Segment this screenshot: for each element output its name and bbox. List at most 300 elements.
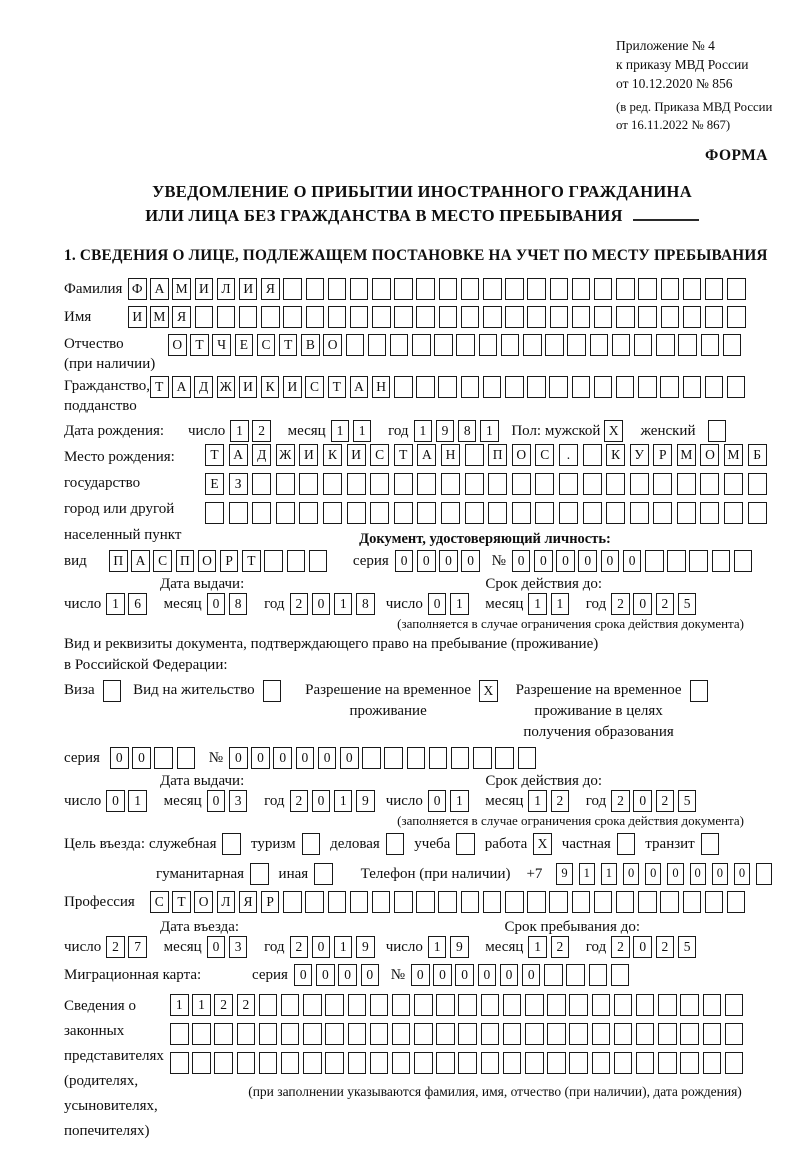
char-cell (527, 278, 546, 300)
date-part-label: год (585, 595, 607, 612)
char-cell (660, 376, 679, 398)
char-cell (638, 278, 657, 300)
char-cell (465, 444, 484, 466)
permit-option (305, 680, 497, 722)
char-cell (606, 502, 625, 524)
char-cell (441, 473, 460, 495)
char-cell (703, 1052, 722, 1074)
edition-line: от 16.11.2022 № 867) (616, 118, 731, 132)
date-part-label: год (585, 938, 607, 955)
date-part-label: число (64, 938, 102, 955)
char-cell (658, 1023, 677, 1045)
char-cell: 0 (251, 747, 270, 769)
char-cell: Ф (128, 278, 147, 300)
char-cell (527, 376, 546, 398)
char-cell (501, 334, 520, 356)
char-cell (583, 444, 602, 466)
char-cell: О (700, 444, 719, 466)
migration-number-label: № (390, 966, 405, 983)
appendix-line: к приказу МВД России (616, 57, 749, 72)
representatives-row3 (170, 1052, 790, 1074)
char-cell (727, 306, 746, 328)
date-part-cells (207, 790, 251, 812)
char-cell: М (677, 444, 696, 466)
char-cell: 0 (578, 550, 597, 572)
char-cell: 5 (678, 790, 697, 812)
permit-number-cells (229, 747, 540, 769)
char-cell: А (131, 550, 150, 572)
char-cell (259, 994, 278, 1016)
birthplace-block (64, 444, 780, 548)
char-cell: 2 (290, 936, 309, 958)
char-cell (583, 502, 602, 524)
doc-kind-cells (109, 550, 331, 572)
migration-series-label: серия (252, 966, 288, 983)
char-cell (678, 334, 697, 356)
char-cell: Л (217, 278, 236, 300)
char-cell: И (128, 306, 147, 328)
valid-date-header: Срок действия до: (485, 576, 602, 592)
char-cell (481, 1052, 500, 1074)
char-cell (412, 334, 431, 356)
char-cell (705, 891, 724, 913)
char-cell (572, 278, 591, 300)
char-cell (217, 306, 236, 328)
char-cell (276, 502, 295, 524)
char-cell (583, 473, 602, 495)
section1-heading: 1. СВЕДЕНИЯ О ЛИЦЕ, ПОДЛЕЖАЩЕМ ПОСТАНОВКЕ НА УЧЕТ ПО МЕСТУ ПРЕБЫВАНИЯ (64, 247, 768, 264)
char-cell: 9 (356, 936, 375, 958)
char-cell (725, 994, 744, 1016)
char-cell (299, 473, 318, 495)
char-cell (705, 306, 724, 328)
visit-purpose-row1 (64, 833, 780, 855)
char-cell (306, 306, 325, 328)
char-cell: 6 (128, 593, 147, 615)
char-cell (479, 334, 498, 356)
char-cell (512, 473, 531, 495)
char-cell (483, 891, 502, 913)
char-cell (572, 891, 591, 913)
char-cell (725, 1052, 744, 1074)
sex-female-checkbox (708, 420, 727, 442)
char-cell: 0 (312, 593, 331, 615)
char-cell: И (239, 278, 258, 300)
char-cell (638, 306, 657, 328)
date-part-cells (106, 790, 150, 812)
char-cell (429, 747, 448, 769)
char-cell (328, 891, 347, 913)
char-cell (727, 376, 746, 398)
date-part-cells (428, 936, 472, 958)
char-cell (323, 473, 342, 495)
char-cell (725, 1023, 744, 1045)
char-cell (170, 1023, 189, 1045)
representatives-cells (170, 994, 790, 1100)
char-cell (461, 278, 480, 300)
char-cell: О (323, 334, 342, 356)
char-cell: 0 (455, 964, 474, 986)
char-cell: 9 (556, 863, 572, 885)
char-cell: 8 (356, 593, 375, 615)
char-cell (645, 550, 664, 572)
char-cell (547, 1052, 566, 1074)
char-cell: С (257, 334, 276, 356)
char-cell (677, 473, 696, 495)
date-part-label: месяц (163, 792, 202, 809)
phone-label: Телефон (при наличии) (360, 865, 511, 882)
char-cell: 0 (500, 964, 519, 986)
edition-reference (616, 98, 780, 134)
char-cell (414, 1052, 433, 1074)
char-cell: 8 (458, 420, 477, 442)
char-cell: А (229, 444, 248, 466)
char-cell (384, 747, 403, 769)
profession-cells (150, 891, 749, 913)
char-cell (438, 891, 457, 913)
char-cell (461, 891, 480, 913)
date-part-label: число (385, 792, 423, 809)
char-cell (192, 1023, 211, 1045)
char-cell: 0 (734, 863, 750, 885)
char-cell (456, 334, 475, 356)
checkbox-cell (263, 680, 282, 702)
migration-number-cells (411, 964, 633, 986)
migration-card-label: Миграционная карта: (64, 966, 202, 983)
char-cell: 2 (106, 936, 125, 958)
char-cell (465, 473, 484, 495)
citizenship-label: Гражданство, подданство (64, 378, 151, 414)
char-cell (237, 1052, 256, 1074)
char-cell (416, 376, 435, 398)
permit-date-headers (64, 773, 780, 790)
checkbox-cell: X (479, 680, 498, 702)
char-cell (614, 1023, 633, 1045)
char-cell (252, 473, 271, 495)
date-part-cells (611, 936, 700, 958)
char-cell: 1 (480, 420, 499, 442)
char-cell (505, 278, 524, 300)
char-cell: 0 (110, 747, 129, 769)
char-cell: 7 (128, 936, 147, 958)
birthdate-label: Дата рождения: (64, 422, 165, 439)
char-cell: Л (217, 891, 236, 913)
date-part-label: год (264, 595, 285, 612)
permit-number-label: № (208, 749, 224, 766)
char-cell: 0 (207, 790, 226, 812)
char-cell (566, 964, 585, 986)
char-cell: 0 (361, 964, 380, 986)
char-cell: И (283, 376, 302, 398)
char-cell (325, 1052, 344, 1074)
visit-purpose-options1 (145, 833, 719, 855)
entry-date-header: Дата въезда: (160, 919, 240, 935)
doc-kind-label: вид (64, 552, 87, 569)
char-cell (559, 473, 578, 495)
char-cell (348, 1052, 367, 1074)
char-cell: 1 (128, 790, 147, 812)
date-part-cells (331, 420, 375, 442)
checkbox-cell: X (533, 833, 552, 855)
char-cell (638, 376, 657, 398)
identity-doc-heading: Документ, удостоверяющий личность: (359, 531, 611, 547)
permit-option-label: Разрешение на временное проживание в целях получения образования (515, 682, 682, 740)
char-cell (407, 747, 426, 769)
char-cell (512, 502, 531, 524)
char-cell (417, 473, 436, 495)
char-cell: 1 (450, 790, 469, 812)
char-cell: 0 (645, 863, 661, 885)
char-cell (547, 1023, 566, 1045)
char-cell (281, 1052, 300, 1074)
char-cell: 0 (312, 790, 331, 812)
char-cell: 3 (229, 936, 248, 958)
char-cell (177, 747, 196, 769)
char-cell (505, 891, 524, 913)
char-cell: З (229, 473, 248, 495)
char-cell (436, 994, 455, 1016)
char-cell (394, 376, 413, 398)
char-cell (392, 1052, 411, 1074)
char-cell (483, 306, 502, 328)
char-cell (323, 502, 342, 524)
char-cell: С (305, 376, 324, 398)
char-cell (689, 550, 708, 572)
form-body (64, 278, 780, 1144)
char-cell: 3 (229, 790, 248, 812)
char-cell (458, 1023, 477, 1045)
char-cell (503, 994, 522, 1016)
char-cell (416, 278, 435, 300)
char-cell: 0 (318, 747, 337, 769)
char-cell: 2 (611, 593, 630, 615)
char-cell: 2 (611, 790, 630, 812)
char-cell (683, 306, 702, 328)
char-cell (636, 994, 655, 1016)
char-cell: 1 (528, 936, 547, 958)
char-cell (394, 502, 413, 524)
char-cell: 0 (667, 863, 683, 885)
birthplace-label: Место рождения: государство город или другой населенный пункт (64, 449, 182, 543)
identity-issue-group (64, 593, 378, 615)
char-cell: М (150, 306, 169, 328)
char-cell: 0 (273, 747, 292, 769)
date-part-cells (207, 936, 251, 958)
birthplace-row3 (205, 502, 771, 524)
char-cell (325, 994, 344, 1016)
purpose-option-label: иная (278, 865, 309, 882)
char-cell: 1 (528, 790, 547, 812)
char-cell: 0 (411, 964, 430, 986)
char-cell (660, 891, 679, 913)
firstname-cells (128, 306, 749, 328)
char-cell (350, 306, 369, 328)
entry-date-headers (64, 919, 780, 936)
char-cell: Р (261, 891, 280, 913)
char-cell (569, 1023, 588, 1045)
char-cell: 2 (551, 790, 570, 812)
char-cell (348, 1023, 367, 1045)
doc-series-cells (395, 550, 484, 572)
char-cell: И (299, 444, 318, 466)
char-cell: 0 (207, 936, 226, 958)
char-cell (614, 1052, 633, 1074)
patronymic-row (64, 334, 780, 374)
char-cell (549, 376, 568, 398)
issue-date-header: Дата выдачи: (160, 576, 245, 592)
char-cell: М (724, 444, 743, 466)
char-cell: П (176, 550, 195, 572)
date-part-cells (230, 420, 274, 442)
char-cell: 0 (439, 550, 458, 572)
char-cell: 0 (690, 863, 706, 885)
doc-number-label: № (491, 552, 506, 569)
title-line-2: ИЛИ ЛИЦА БЕЗ ГРАЖДАНСТВА В МЕСТО ПРЕБЫВАНИЯ (64, 204, 780, 228)
birthdate-row (64, 420, 780, 442)
char-cell (370, 502, 389, 524)
char-cell (612, 334, 631, 356)
char-cell: 5 (678, 936, 697, 958)
char-cell: И (347, 444, 366, 466)
char-cell: 0 (229, 747, 248, 769)
char-cell (572, 376, 591, 398)
checkbox-cell (386, 833, 405, 855)
permit-issue-group (64, 790, 378, 812)
char-cell: 0 (601, 550, 620, 572)
date-part-cells (414, 420, 503, 442)
char-cell (214, 1023, 233, 1045)
char-cell (438, 376, 457, 398)
char-cell (368, 334, 387, 356)
char-cell: 0 (132, 747, 151, 769)
char-cell (636, 1052, 655, 1074)
char-cell: О (512, 444, 531, 466)
representatives-row2 (170, 1023, 790, 1045)
char-cell (458, 1052, 477, 1074)
char-cell (700, 473, 719, 495)
date-part-cells (528, 936, 572, 958)
char-cell (394, 473, 413, 495)
checkbox-cell (103, 680, 122, 702)
purpose-option-label: деловая (330, 835, 380, 852)
char-cell (683, 891, 702, 913)
char-cell (550, 306, 569, 328)
identity-valid-group (386, 593, 700, 615)
representatives-block (64, 994, 780, 1144)
purpose-option-label: транзит (645, 835, 695, 852)
char-cell: 0 (633, 936, 652, 958)
char-cell (594, 891, 613, 913)
char-cell (390, 334, 409, 356)
char-cell (461, 376, 480, 398)
char-cell: 0 (294, 964, 313, 986)
permit-series-cells (110, 747, 199, 769)
forma-label: ФОРМА (704, 147, 768, 164)
char-cell (458, 994, 477, 1016)
citizenship-cells (150, 376, 749, 398)
char-cell (414, 994, 433, 1016)
char-cell (653, 473, 672, 495)
permit-validity-note: (заполняется в случае ограничения срока действия документа) (397, 813, 744, 828)
permit-option (64, 680, 121, 702)
char-cell (434, 334, 453, 356)
entry-date-group (64, 936, 378, 958)
permit-series-label: серия (64, 749, 100, 766)
char-cell (414, 1023, 433, 1045)
char-cell (394, 278, 413, 300)
purpose-option-label: туризм (250, 835, 296, 852)
birthplace-row2 (205, 473, 771, 495)
char-cell: 0 (512, 550, 531, 572)
sex-male-label: Пол: мужской (511, 422, 601, 439)
char-cell (283, 278, 302, 300)
char-cell (503, 1023, 522, 1045)
char-cell (616, 306, 635, 328)
char-cell: И (239, 376, 258, 398)
char-cell: К (261, 376, 280, 398)
char-cell (350, 891, 369, 913)
char-cell: 2 (611, 936, 630, 958)
doc-number-cells (512, 550, 756, 572)
char-cell: 0 (522, 964, 541, 986)
date-part-label: месяц (485, 792, 524, 809)
char-cell (724, 473, 743, 495)
char-cell (724, 502, 743, 524)
char-cell: У (630, 444, 649, 466)
char-cell (712, 550, 731, 572)
char-cell: К (606, 444, 625, 466)
char-cell (350, 278, 369, 300)
char-cell: 9 (450, 936, 469, 958)
char-cell (592, 994, 611, 1016)
char-cell (439, 306, 458, 328)
char-cell (370, 473, 389, 495)
char-cell (461, 306, 480, 328)
checkbox-cell (456, 833, 475, 855)
char-cell: С (150, 891, 169, 913)
checkbox-cell (222, 833, 241, 855)
char-cell (661, 278, 680, 300)
char-cell: 0 (428, 593, 447, 615)
char-cell (305, 891, 324, 913)
char-cell (239, 306, 258, 328)
char-cell (527, 306, 546, 328)
char-cell: Д (252, 444, 271, 466)
char-cell (535, 473, 554, 495)
char-cell: 0 (623, 550, 642, 572)
char-cell: 8 (229, 593, 248, 615)
char-cell: Т (394, 444, 413, 466)
char-cell: 2 (290, 790, 309, 812)
char-cell (734, 550, 753, 572)
char-cell (572, 306, 591, 328)
char-cell (658, 994, 677, 1016)
char-cell (705, 376, 724, 398)
char-cell: Е (235, 334, 254, 356)
date-part-label: число (385, 938, 423, 955)
char-cell (559, 502, 578, 524)
char-cell: 1 (230, 420, 249, 442)
char-cell (594, 306, 613, 328)
char-cell (592, 1023, 611, 1045)
char-cell (630, 473, 649, 495)
char-cell (527, 891, 546, 913)
char-cell: К (323, 444, 342, 466)
char-cell: В (301, 334, 320, 356)
char-cell (503, 1052, 522, 1074)
surname-cells (128, 278, 749, 300)
char-cell (237, 1023, 256, 1045)
